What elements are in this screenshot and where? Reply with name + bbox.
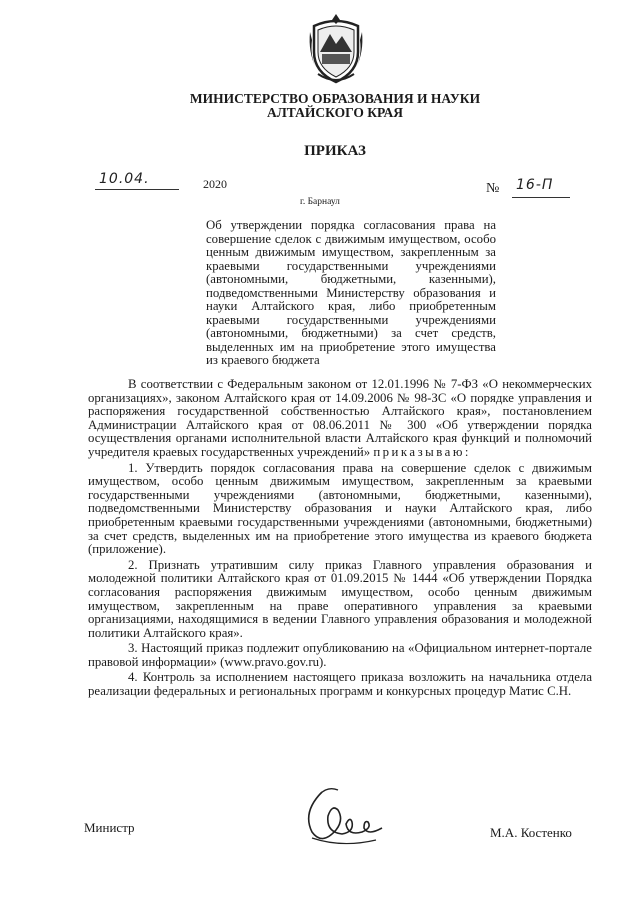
body-intro bbox=[88, 378, 592, 460]
document-type-title: ПРИКАЗ bbox=[304, 143, 366, 159]
order-item: 3. Настоящий приказ подлежит опубликованию на «Официальном интернет-портале правовой информации» (www.pravo.gov.ru). bbox=[88, 641, 592, 669]
order-number bbox=[486, 177, 596, 203]
order-year: 2020 bbox=[203, 177, 227, 191]
order-subject: Об утверждении порядка согласования права на совершение сделок с движимым имуществом, особо ценным движимым имуществом, закрепленным за краевыми государственными учреждениями (автономными, бюджетными, казенными), подведомственными Министерству образования и науки Алтайского края, либо приобретенным краевыми государственными учреждениями (автономными, бюджетными) за счет средств, выделенных им на приобретение этого имущества из краевого бюджета bbox=[206, 218, 496, 367]
signatory-position: Министр bbox=[84, 820, 135, 835]
handwritten-signature bbox=[292, 782, 392, 852]
handwritten-date: 10.04. bbox=[99, 171, 150, 187]
date-underline bbox=[95, 189, 179, 190]
ministry-line-1: МИНИСТЕРСТВО ОБРАЗОВАНИЯ И НАУКИ bbox=[189, 91, 481, 106]
signatory-name: М.А. Костенко bbox=[490, 825, 572, 840]
number-sign: № bbox=[486, 181, 500, 196]
order-item: 4. Контроль за исполнением настоящего приказа возложить на начальника отдела реализации федеральных и региональных программ и конкурсных процедур Матис С.Н. bbox=[88, 670, 592, 699]
city-label: г. Барнаул bbox=[300, 197, 340, 207]
number-underline bbox=[512, 197, 570, 198]
order-body bbox=[88, 378, 592, 701]
ministry-line-2: АЛТАЙСКОГО КРАЯ bbox=[266, 105, 404, 120]
order-item: 1. Утвердить порядок согласования права на совершение сделок с движимым имуществом, особо ценным движимым имуществом, закрепленным за краевыми государственными учреждениями (автономными, бюджетными, казенными), подведомственными Министерству образования и науки Алтайского края, либо приобретенным краевыми государственными учреждениями (автономными, бюджетными) за счет средств, выделенных им на приобретение этого имущества из краевого бюджета (приложение). bbox=[88, 460, 592, 557]
coat-of-arms-emblem bbox=[306, 12, 366, 84]
ministry-name bbox=[150, 92, 520, 120]
order-item: 2. Признать утратившим силу приказ Главного управления образования и молодежной политики Алтайского края от 01.09.2015 № 1444 «Об утверждении Порядка согласования распоряжения движимым имуществом, особо ценным движимым имуществом, закрепленным на праве оперативного управления за краевыми организациями, находящимися в ведении Главного управления образования и молодежной политики Алтайского края». bbox=[88, 557, 592, 640]
order-word: приказываю: bbox=[373, 444, 471, 459]
intro-text: В соответствии с Федеральным законом от 12.01.1996 № 7-ФЗ «О некоммерческих организациях», законом Алтайского края от 14.09.2006 № 98-ЗС «О порядке управления и распоряжения государственной собственностью Алтайского края», постановлением Администрации Алтайского края от 08.06.2011 № 300 «Об утверждении порядка осуществления органами исполнительной власти Алтайского края функций и полномочий учредителя краевых государственных учреждений» bbox=[88, 377, 592, 459]
handwritten-number: 16-П bbox=[516, 177, 554, 193]
